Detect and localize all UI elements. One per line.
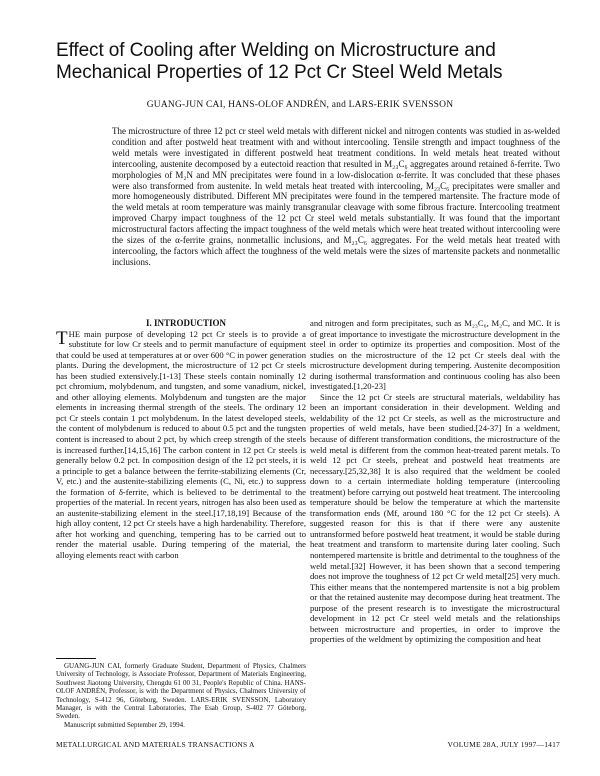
intro-paragraph-1-text: HE main purpose of developing 12 pct Cr steels is to provide a substitute for low Cr steels and to permit manufacture of equipment that could be used at temperatures at or over 600 °C in power generation plants. During the development, the microstructure of 12 pct Cr steels has been studied extensively.[1-13] These steels contain nominally 12 pct chromium, molybdenum, and tungsten, and some vanadium, nickel, and other alloying elements. Molybdenum and tungsten are the major elements in increasing thermal strength of the steels. The ordinary 12 pct Cr steels contain 1 pct molybdenum. In the latest developed steels, the content of molybdenum is reduced to about 0.5 pct and the tungsten content is increased to about 2 pct, by which creep strength of the steels is increased further.[14,15,16] The carbon content in 12 pct Cr steels is generally below 0.2 pct. In composition design of the 12 pct steels, it is a principle to get a balance between the ferrite-stabilizing elements (Cr, V, etc.) and the austenite-stabilizing elements (C, Ni, etc.) to suppress the formation of δ-ferrite, which is believed to be detrimental to the properties of the material. In recent years, nitrogen has also been used as an austenite-stabilizing element in the steel.[17,18,19] Because of the high alloy content, 12 pct Cr steels have a high hardenability. Therefore, after hot working and quenching, tempering has to be carried out to render the material usable. During tempering of the material, the alloying elements react with carbon xyxy=(56,328,306,561)
drop-cap: T xyxy=(56,327,68,349)
intro-paragraph-1-continued: and nitrogen and form precipitates, such as M₂₃C₆, M₂C, and MC. It is of great importance to investigate the microstructure development in the steel in order to optimize its properties and composition. Most of the studies on the microstructure of the 12 pct Cr steels deal with the microstructure development during tempering. Austenite decomposition during isothermal transformation and continuous cooling has also been investigated.[1,20-23] xyxy=(310,318,560,392)
author-affiliations: GUANG-JUN CAI, formerly Graduate Student, Department of Physics, Chalmers University of Technology, is Associate Professor, Department of Materials Engineering, Southwest Jiaotong University, Chengdu 61 00 31, People's Republic of China. HANS-OLOF ANDRÉN, Professor, is with the Department of Physics, Chalmers University of Technology, S-412 96, Göteborg, Sweden. LARS-ERIK SVENSSON, Laboratory Manager, is with the Central Laboratories, The Esab Group, S-402 77 Göteborg, Sweden. xyxy=(56,662,306,721)
intro-paragraph-2: Since the 12 pct Cr steels are structural materials, weldability has been an important consideration in their development. Welding and weldability of the 12 pct Cr steels, as well as the microstructure and properties of weld metals, have been studied.[24-37] In a weldment, because of different transformation conditions, the microstructure of the weld metal is different from the common heat-treated parent metals. To weld 12 pct Cr steels, preheat and postweld heat treatments are necessary.[25,32,38] It is also required that the weldment be cooled down to a certain intermediate holding temperature (intercooling treatment) before carrying out postweld heat treatment. The intercooling temperature should be below the temperature at which the martensite transformation ends (Mf, around 180 °C for the 12 pct Cr steels). A suggested reason for this is that if there were any austenite untransformed before postweld heat treatment, it would be stable during heat treatment and transform to martensite during later cooling. Such nontempered martensite is brittle and detrimental to the toughness of the weld metal.[32] However, it has been shown that a second tempering does not improve the toughness of 12 pct Cr weld metal[25] very much. This either means that the nontempered martensite is not a big problem or that the retained austenite may decompose during heat treatment. The purpose of the present research is to investigate the microstructural development in 12 pct Cr steel weld metals and the relationships between microstructure and properties, in order to improve the properties of the weldment by optimizing the composition and heat xyxy=(310,391,560,645)
author-list: GUANG-JUN CAI, HANS-OLOF ANDRÉN, and LARS-ERIK SVENSSON xyxy=(146,100,454,110)
intro-paragraph-1 xyxy=(56,329,306,561)
journal-footer: METALLURGICAL AND MATERIALS TRANSACTIONS A xyxy=(56,740,255,749)
paper-title xyxy=(56,40,556,84)
left-column xyxy=(56,318,306,561)
volume-page-footer: VOLUME 28A, JULY 1997—1417 xyxy=(447,740,560,749)
abstract: The microstructure of three 12 pct cr steel weld metals with different nickel and nitrogen contents was studied in as-welded condition and after postweld heat treatment with and without intercooling. Tensile strength and impact toughness of the weld metals were investigated in different postweld heat treatment conditions. In weld metals heat treated without intercooling, austenite decomposed by a eutectoid reaction that resulted in M₂₃C₆ aggregates around retained δ-ferrite. Two morphologies of M₂N and MN precipitates were found in a low-dislocation α-ferrite. It was concluded that these phases were also transformed from austenite. In weld metals heat treated with intercooling, M₂₃C₆ precipitates were smaller and more homogeneously distributed. Different MN precipitates were found in the tempered martensite. The fracture mode of the weld metals at room temperature was mainly transgranular cleavage with some fibrous fracture. Intercooling treatment improved Charpy impact toughness of the 12 pct Cr steel weld metals substantially. It was found that the important microstructural factors affecting the impact toughness of the weld metals which were heat treated without intercooling were the sizes of the α-ferrite grains, nonmetallic inclusions, and M₂₃C₆ aggregates. For the weld metals heat treated with intercooling, the factors which affect the toughness of the weld metals were the sizes of martensite packets and nonmetallic inclusions. xyxy=(112,126,560,267)
footnote-rule xyxy=(56,658,96,659)
manuscript-submitted-note: Manuscript submitted September 29, 1994. xyxy=(64,720,185,729)
section-heading-introduction: I. INTRODUCTION xyxy=(145,318,226,328)
author-footnote xyxy=(56,662,306,729)
right-column xyxy=(310,318,560,645)
paper-title-line-1: Effect of Cooling after Welding on Microstructure and xyxy=(56,40,496,61)
paper-title-line-2: Mechanical Properties of 12 Pct Cr Steel Weld Metals xyxy=(56,62,503,83)
